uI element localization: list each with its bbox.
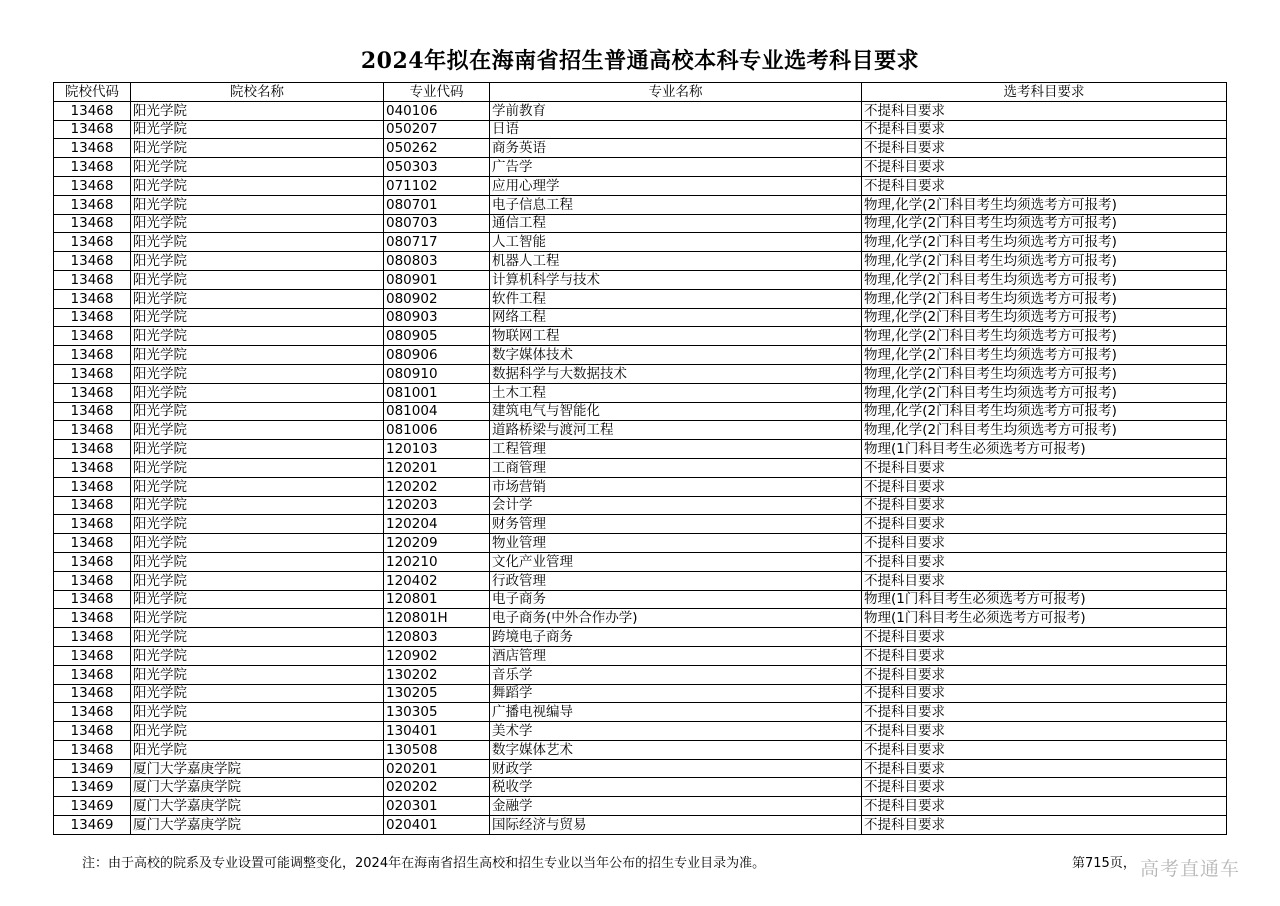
major-name-cell: 道路桥梁与渡河工程: [490, 421, 862, 440]
school-code-cell: 13468: [54, 609, 131, 628]
table-row: [54, 214, 1227, 233]
school-name-cell: 阳光学院: [131, 289, 384, 308]
major-name-cell: 计算机科学与技术: [490, 270, 862, 289]
school-name-cell: 阳光学院: [131, 496, 384, 515]
school-code-cell: 13468: [54, 120, 131, 139]
subject-requirement-cell: 不提科目要求: [862, 139, 1227, 158]
school-name-cell: 阳光学院: [131, 101, 384, 120]
subject-requirement-cell: 物理,化学(2门科目考生均须选考方可报考): [862, 252, 1227, 271]
major-name-cell: 工程管理: [490, 440, 862, 459]
table-row: [54, 440, 1227, 459]
table-row: [54, 665, 1227, 684]
school-name-cell: 阳光学院: [131, 703, 384, 722]
major-name-cell: 网络工程: [490, 308, 862, 327]
major-code-cell: 080717: [384, 233, 490, 252]
subject-requirement-cell: 物理,化学(2门科目考生均须选考方可报考): [862, 308, 1227, 327]
school-code-cell: 13468: [54, 515, 131, 534]
school-code-cell: 13468: [54, 158, 131, 177]
school-code-cell: 13468: [54, 101, 131, 120]
major-code-cell: 120801: [384, 590, 490, 609]
subject-requirement-cell: 不提科目要求: [862, 477, 1227, 496]
major-code-cell: 071102: [384, 176, 490, 195]
table-row: [54, 534, 1227, 553]
table-row: [54, 270, 1227, 289]
school-code-cell: 13468: [54, 534, 131, 553]
school-name-cell: 阳光学院: [131, 440, 384, 459]
table-row: [54, 590, 1227, 609]
major-name-cell: 建筑电气与智能化: [490, 402, 862, 421]
requirements-table: [53, 82, 1227, 835]
school-name-cell: 阳光学院: [131, 383, 384, 402]
subject-requirement-cell: 物理,化学(2门科目考生均须选考方可报考): [862, 195, 1227, 214]
school-name-cell: 阳光学院: [131, 214, 384, 233]
major-code-cell: 130305: [384, 703, 490, 722]
major-name-cell: 机器人工程: [490, 252, 862, 271]
major-name-cell: 日语: [490, 120, 862, 139]
major-code-cell: 040106: [384, 101, 490, 120]
table-row: [54, 759, 1227, 778]
table-row: [54, 120, 1227, 139]
school-name-cell: 阳光学院: [131, 364, 384, 383]
school-code-cell: 13468: [54, 646, 131, 665]
subject-requirement-cell: 物理,化学(2门科目考生均须选考方可报考): [862, 214, 1227, 233]
school-name-cell: 阳光学院: [131, 571, 384, 590]
major-name-cell: 音乐学: [490, 665, 862, 684]
header-major-code: 专业代码: [384, 83, 490, 102]
major-code-cell: 080901: [384, 270, 490, 289]
school-code-cell: 13468: [54, 214, 131, 233]
subject-requirement-cell: 不提科目要求: [862, 628, 1227, 647]
school-code-cell: 13468: [54, 684, 131, 703]
major-code-cell: 081004: [384, 402, 490, 421]
subject-requirement-cell: 物理,化学(2门科目考生均须选考方可报考): [862, 421, 1227, 440]
major-code-cell: 120209: [384, 534, 490, 553]
table-row: [54, 609, 1227, 628]
major-name-cell: 物业管理: [490, 534, 862, 553]
major-name-cell: 税收学: [490, 778, 862, 797]
major-code-cell: 120103: [384, 440, 490, 459]
table-row: [54, 646, 1227, 665]
school-code-cell: 13468: [54, 722, 131, 741]
major-name-cell: 数字媒体艺术: [490, 740, 862, 759]
table-row: [54, 327, 1227, 346]
major-code-cell: 080906: [384, 346, 490, 365]
major-code-cell: 081001: [384, 383, 490, 402]
subject-requirement-cell: 不提科目要求: [862, 515, 1227, 534]
subject-requirement-cell: 物理(1门科目考生必须选考方可报考): [862, 609, 1227, 628]
major-name-cell: 广播电视编导: [490, 703, 862, 722]
major-name-cell: 数字媒体技术: [490, 346, 862, 365]
table-row: [54, 740, 1227, 759]
major-code-cell: 080701: [384, 195, 490, 214]
school-code-cell: 13468: [54, 421, 131, 440]
subject-requirement-cell: 不提科目要求: [862, 797, 1227, 816]
school-code-cell: 13468: [54, 571, 131, 590]
school-code-cell: 13468: [54, 270, 131, 289]
school-code-cell: 13469: [54, 778, 131, 797]
major-code-cell: 050303: [384, 158, 490, 177]
table-row: [54, 308, 1227, 327]
major-code-cell: 020201: [384, 759, 490, 778]
table-row: [54, 195, 1227, 214]
school-name-cell: 阳光学院: [131, 195, 384, 214]
major-code-cell: 080910: [384, 364, 490, 383]
major-name-cell: 数据科学与大数据技术: [490, 364, 862, 383]
major-name-cell: 广告学: [490, 158, 862, 177]
major-name-cell: 会计学: [490, 496, 862, 515]
table-row: [54, 477, 1227, 496]
school-name-cell: 阳光学院: [131, 270, 384, 289]
subject-requirement-cell: 不提科目要求: [862, 101, 1227, 120]
footnote: 注：由于高校的院系及专业设置可能调整变化，2024年在海南省招生高校和招生专业以当年公布的招生专业目录为准。: [82, 856, 766, 871]
major-name-cell: 工商管理: [490, 458, 862, 477]
major-name-cell: 物联网工程: [490, 327, 862, 346]
major-name-cell: 学前教育: [490, 101, 862, 120]
page-title: 2024年拟在海南省招生普通高校本科专业选考科目要求: [360, 48, 920, 74]
subject-requirement-cell: 不提科目要求: [862, 552, 1227, 571]
major-code-cell: 080703: [384, 214, 490, 233]
subject-requirement-cell: 不提科目要求: [862, 158, 1227, 177]
school-code-cell: 13468: [54, 139, 131, 158]
school-name-cell: 阳光学院: [131, 120, 384, 139]
school-code-cell: 13468: [54, 740, 131, 759]
major-name-cell: 跨境电子商务: [490, 628, 862, 647]
major-code-cell: 050207: [384, 120, 490, 139]
page-number: 第715页，: [1072, 856, 1136, 871]
major-name-cell: 通信工程: [490, 214, 862, 233]
table-row: [54, 346, 1227, 365]
school-code-cell: 13469: [54, 816, 131, 835]
table-body: [54, 101, 1227, 834]
school-name-cell: 阳光学院: [131, 308, 384, 327]
subject-requirement-cell: 不提科目要求: [862, 120, 1227, 139]
major-name-cell: 酒店管理: [490, 646, 862, 665]
table-row: [54, 515, 1227, 534]
major-code-cell: 080902: [384, 289, 490, 308]
subject-requirement-cell: 不提科目要求: [862, 496, 1227, 515]
major-name-cell: 电子信息工程: [490, 195, 862, 214]
school-name-cell: 阳光学院: [131, 233, 384, 252]
subject-requirement-cell: 不提科目要求: [862, 534, 1227, 553]
major-code-cell: 020202: [384, 778, 490, 797]
school-name-cell: 阳光学院: [131, 628, 384, 647]
table-header-row: [54, 83, 1227, 102]
school-name-cell: 阳光学院: [131, 590, 384, 609]
school-code-cell: 13468: [54, 233, 131, 252]
school-name-cell: 阳光学院: [131, 402, 384, 421]
school-code-cell: 13469: [54, 759, 131, 778]
major-code-cell: 020301: [384, 797, 490, 816]
major-code-cell: 120402: [384, 571, 490, 590]
major-code-cell: 120203: [384, 496, 490, 515]
major-code-cell: 130205: [384, 684, 490, 703]
table-row: [54, 176, 1227, 195]
school-name-cell: 阳光学院: [131, 139, 384, 158]
school-code-cell: 13468: [54, 383, 131, 402]
major-code-cell: 120803: [384, 628, 490, 647]
major-name-cell: 美术学: [490, 722, 862, 741]
school-name-cell: 阳光学院: [131, 740, 384, 759]
table-row: [54, 158, 1227, 177]
school-code-cell: 13468: [54, 496, 131, 515]
school-code-cell: 13468: [54, 289, 131, 308]
subject-requirement-cell: 物理,化学(2门科目考生均须选考方可报考): [862, 402, 1227, 421]
major-name-cell: 国际经济与贸易: [490, 816, 862, 835]
major-code-cell: 130508: [384, 740, 490, 759]
major-code-cell: 120210: [384, 552, 490, 571]
major-code-cell: 120902: [384, 646, 490, 665]
school-code-cell: 13468: [54, 477, 131, 496]
subject-requirement-cell: 物理,化学(2门科目考生均须选考方可报考): [862, 364, 1227, 383]
major-code-cell: 080905: [384, 327, 490, 346]
school-code-cell: 13468: [54, 327, 131, 346]
school-code-cell: 13468: [54, 176, 131, 195]
school-name-cell: 厦门大学嘉庚学院: [131, 797, 384, 816]
table-row: [54, 628, 1227, 647]
major-name-cell: 应用心理学: [490, 176, 862, 195]
table-row: [54, 552, 1227, 571]
school-code-cell: 13468: [54, 552, 131, 571]
school-name-cell: 阳光学院: [131, 252, 384, 271]
watermark-text: 高考直通车: [1140, 858, 1241, 880]
subject-requirement-cell: 物理,化学(2门科目考生均须选考方可报考): [862, 233, 1227, 252]
table-row: [54, 402, 1227, 421]
major-name-cell: 电子商务: [490, 590, 862, 609]
school-name-cell: 厦门大学嘉庚学院: [131, 816, 384, 835]
major-code-cell: 120204: [384, 515, 490, 534]
school-code-cell: 13468: [54, 195, 131, 214]
school-code-cell: 13468: [54, 458, 131, 477]
subject-requirement-cell: 不提科目要求: [862, 703, 1227, 722]
table-row: [54, 684, 1227, 703]
subject-requirement-cell: 物理,化学(2门科目考生均须选考方可报考): [862, 346, 1227, 365]
school-code-cell: 13468: [54, 252, 131, 271]
school-code-cell: 13468: [54, 628, 131, 647]
table-row: [54, 289, 1227, 308]
major-code-cell: 130401: [384, 722, 490, 741]
school-name-cell: 阳光学院: [131, 515, 384, 534]
major-code-cell: 120201: [384, 458, 490, 477]
school-name-cell: 阳光学院: [131, 327, 384, 346]
table-row: [54, 383, 1227, 402]
school-name-cell: 阳光学院: [131, 722, 384, 741]
school-name-cell: 阳光学院: [131, 477, 384, 496]
major-name-cell: 行政管理: [490, 571, 862, 590]
subject-requirement-cell: 不提科目要求: [862, 458, 1227, 477]
table-row: [54, 703, 1227, 722]
major-code-cell: 081006: [384, 421, 490, 440]
school-name-cell: 阳光学院: [131, 346, 384, 365]
school-code-cell: 13468: [54, 402, 131, 421]
major-code-cell: 130202: [384, 665, 490, 684]
major-name-cell: 人工智能: [490, 233, 862, 252]
subject-requirement-cell: 不提科目要求: [862, 816, 1227, 835]
header-school-code: 院校代码: [54, 83, 131, 102]
major-name-cell: 商务英语: [490, 139, 862, 158]
school-name-cell: 阳光学院: [131, 646, 384, 665]
major-name-cell: 软件工程: [490, 289, 862, 308]
major-name-cell: 舞蹈学: [490, 684, 862, 703]
table-row: [54, 233, 1227, 252]
school-name-cell: 阳光学院: [131, 458, 384, 477]
subject-requirement-cell: 不提科目要求: [862, 778, 1227, 797]
school-code-cell: 13468: [54, 665, 131, 684]
school-name-cell: 厦门大学嘉庚学院: [131, 759, 384, 778]
school-name-cell: 阳光学院: [131, 609, 384, 628]
major-code-cell: 080803: [384, 252, 490, 271]
school-code-cell: 13469: [54, 797, 131, 816]
major-name-cell: 电子商务(中外合作办学): [490, 609, 862, 628]
table-row: [54, 139, 1227, 158]
header-subject-requirement: 选考科目要求: [862, 83, 1227, 102]
subject-requirement-cell: 物理,化学(2门科目考生均须选考方可报考): [862, 289, 1227, 308]
school-code-cell: 13468: [54, 440, 131, 459]
school-code-cell: 13468: [54, 346, 131, 365]
header-major-name: 专业名称: [490, 83, 862, 102]
subject-requirement-cell: 不提科目要求: [862, 646, 1227, 665]
school-code-cell: 13468: [54, 703, 131, 722]
table-row: [54, 101, 1227, 120]
table-row: [54, 778, 1227, 797]
subject-requirement-cell: 不提科目要求: [862, 571, 1227, 590]
subject-requirement-cell: 不提科目要求: [862, 759, 1227, 778]
major-name-cell: 财政学: [490, 759, 862, 778]
table-row: [54, 421, 1227, 440]
table-row: [54, 816, 1227, 835]
subject-requirement-cell: 不提科目要求: [862, 176, 1227, 195]
subject-requirement-cell: 不提科目要求: [862, 684, 1227, 703]
header-school-name: 院校名称: [131, 83, 384, 102]
school-code-cell: 13468: [54, 590, 131, 609]
school-name-cell: 厦门大学嘉庚学院: [131, 778, 384, 797]
major-name-cell: 文化产业管理: [490, 552, 862, 571]
school-name-cell: 阳光学院: [131, 158, 384, 177]
subject-requirement-cell: 物理,化学(2门科目考生均须选考方可报考): [862, 270, 1227, 289]
school-name-cell: 阳光学院: [131, 176, 384, 195]
major-name-cell: 金融学: [490, 797, 862, 816]
school-code-cell: 13468: [54, 308, 131, 327]
major-name-cell: 财务管理: [490, 515, 862, 534]
school-name-cell: 阳光学院: [131, 552, 384, 571]
school-name-cell: 阳光学院: [131, 534, 384, 553]
subject-requirement-cell: 物理(1门科目考生必须选考方可报考): [862, 440, 1227, 459]
table-row: [54, 458, 1227, 477]
subject-requirement-cell: 不提科目要求: [862, 722, 1227, 741]
major-code-cell: 120202: [384, 477, 490, 496]
major-code-cell: 080903: [384, 308, 490, 327]
school-name-cell: 阳光学院: [131, 421, 384, 440]
school-code-cell: 13468: [54, 364, 131, 383]
major-name-cell: 土木工程: [490, 383, 862, 402]
major-code-cell: 050262: [384, 139, 490, 158]
school-name-cell: 阳光学院: [131, 684, 384, 703]
subject-requirement-cell: 不提科目要求: [862, 740, 1227, 759]
subject-requirement-cell: 物理,化学(2门科目考生均须选考方可报考): [862, 327, 1227, 346]
table-row: [54, 364, 1227, 383]
table-row: [54, 496, 1227, 515]
major-code-cell: 020401: [384, 816, 490, 835]
subject-requirement-cell: 物理,化学(2门科目考生均须选考方可报考): [862, 383, 1227, 402]
table-row: [54, 252, 1227, 271]
school-name-cell: 阳光学院: [131, 665, 384, 684]
table-row: [54, 722, 1227, 741]
subject-requirement-cell: 不提科目要求: [862, 665, 1227, 684]
subject-requirement-cell: 物理(1门科目考生必须选考方可报考): [862, 590, 1227, 609]
major-name-cell: 市场营销: [490, 477, 862, 496]
table-row: [54, 797, 1227, 816]
major-code-cell: 120801H: [384, 609, 490, 628]
table-row: [54, 571, 1227, 590]
